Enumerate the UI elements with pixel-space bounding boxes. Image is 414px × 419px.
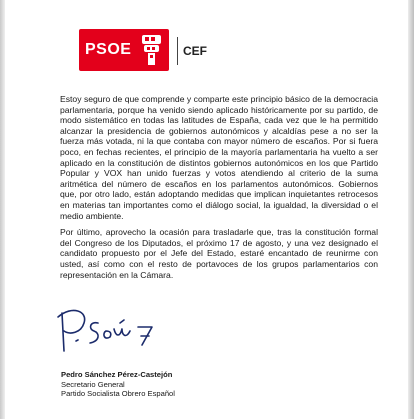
- signer-block: [61, 370, 175, 399]
- letter-paragraph: Estoy seguro de que comprende y comparte este principio básico de la democracia parlamentaria, porque ha venido siendo aplicado históricamente por su partido, de modo sistemático en todas las latitudes de España, cada vez que le ha permitido alcanzar la presidencia de gobiernos autonómicos y alcaldías pese a no ser la fuerza más votada, ni la que contaba con mayor número de escaños. Por si fuera poco, en fechas recientes, el principio de la mayoría parlamentaria ha vuelto a ser aplicado en la constitución de distintos gobiernos autonómicos en los que Partido Popular y VOX han unido fuerzas y votos atendiendo al criterio de la suma aritmética del número de escaños en los parlamentos autonómicos. Gobiernos que, por otro lado, están adoptando medidas que implican inquietantes retrocesos en materias tan importantes como el diálogo social, la igualdad, la diversidad o el medio ambiente.: [60, 94, 378, 221]
- psoe-logo: [79, 29, 169, 71]
- fist-rose-icon: [139, 33, 165, 67]
- letter-paragraph: Por último, aprovecho la ocasión para trasladarle que, tras la constitución formal del Congreso de los Diputados, el próximo 17 de agosto, y una vez designado el candidato propuesto por el Jefe del Estado, estaré encantado de reunirme con usted, así como con el resto de portavoces de los grupos parlamentarios con representación en la Cámara.: [60, 227, 378, 280]
- signer-name: Pedro Sánchez Pérez-Castejón: [61, 370, 173, 379]
- unit-label: CEF: [183, 44, 207, 58]
- signer-title: Secretario General: [61, 379, 125, 389]
- page-right-shadow: [408, 0, 414, 419]
- handwritten-signature: [54, 301, 164, 361]
- letter-body: [60, 94, 378, 286]
- logo-divider: [177, 37, 178, 65]
- page-left-shadow: [0, 0, 5, 419]
- signer-organization: Partido Socialista Obrero Español: [61, 389, 175, 399]
- logo-text: PSOE: [85, 41, 132, 58]
